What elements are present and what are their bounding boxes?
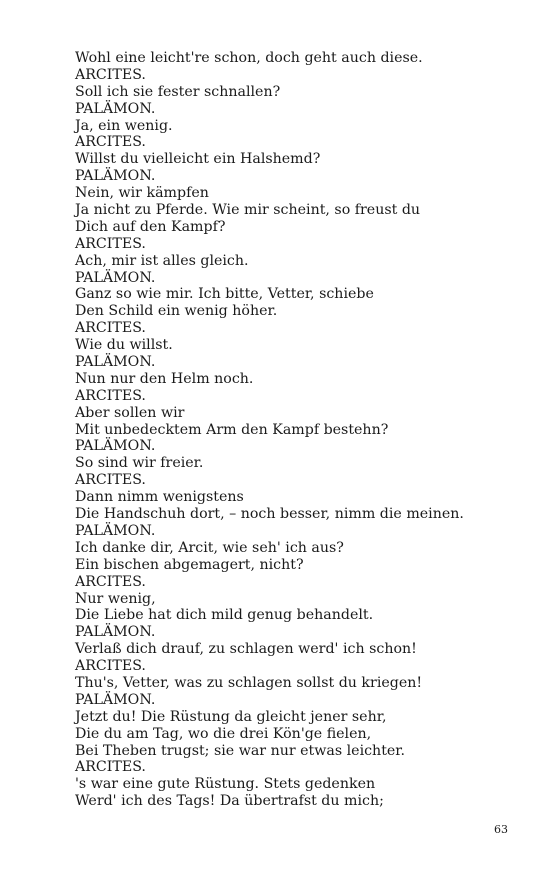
text-line: Jetzt du! Die Rüstung da gleicht jener sehr, [75, 708, 387, 725]
text-line: So sind wir freier. [75, 455, 204, 472]
text-line: PALÄMON. [75, 691, 156, 708]
text-line: PALÄMON. [75, 100, 156, 117]
text-line: ARCITES. [75, 472, 146, 489]
text-line: PALÄMON. [75, 624, 156, 641]
text-line: Nur wenig, [75, 590, 156, 607]
text-line: PALÄMON. [75, 168, 156, 185]
text-line: Den Schild ein wenig höher. [75, 303, 278, 320]
text-line: Die Handschuh dort, – noch besser, nimm die meinen. [75, 506, 464, 523]
text-line: PALÄMON. [75, 269, 156, 286]
text-line: 's war eine gute Rüstung. Stets gedenken [75, 776, 376, 793]
text-line: Ich danke dir, Arcit, wie seh' ich aus? [75, 539, 344, 556]
text-line: Thu's, Vetter, was zu schlagen sollst du kriegen! [75, 674, 423, 691]
text-line: Ach, mir ist alles gleich. [75, 252, 249, 269]
text-line: ARCITES. [75, 759, 146, 776]
text-line: Wie du willst. [75, 337, 173, 354]
text-line: Bei Theben trugst; sie war nur etwas leichter. [75, 742, 406, 759]
text-line: Die du am Tag, wo die drei Kön'ge fielen, [75, 725, 372, 742]
text-line: Mit unbedecktem Arm den Kampf bestehn? [75, 421, 389, 438]
text-line: Dann nimm wenigstens [75, 489, 244, 506]
text-line: Aber sollen wir [75, 404, 185, 421]
text-line: ARCITES. [75, 66, 146, 83]
text-line: ARCITES. [75, 235, 146, 252]
page-number: 63 [494, 823, 508, 836]
text-line: Willst du vielleicht ein Halshemd? [75, 151, 321, 168]
text-line: Ja, ein wenig. [75, 117, 173, 134]
text-line: ARCITES. [75, 320, 146, 337]
text-line: ARCITES. [75, 658, 146, 675]
text-line: Ja nicht zu Pferde. Wie mir scheint, so freust du [75, 202, 421, 219]
text-line: PALÄMON. [75, 522, 156, 539]
dialogue-text [75, 50, 515, 810]
text-line: Ganz so wie mir. Ich bitte, Vetter, schiebe [75, 286, 374, 303]
text-line: Ein bischen abgemagert, nicht? [75, 556, 304, 573]
text-line: ARCITES. [75, 573, 146, 590]
text-line: PALÄMON. [75, 354, 156, 371]
text-line: Soll ich sie fester schnallen? [75, 83, 281, 100]
text-line: Wohl eine leicht're schon, doch geht auch diese. [75, 50, 423, 66]
text-line: PALÄMON. [75, 438, 156, 455]
text-line: ARCITES. [75, 387, 146, 404]
text-line: ARCITES. [75, 134, 146, 151]
text-line: Nein, wir kämpfen [75, 185, 209, 202]
text-line: Werd' ich des Tags! Da übertrafst du mich; [75, 793, 384, 810]
text-line: Die Liebe hat dich mild genug behandelt. [75, 607, 374, 624]
text-line: Dich auf den Kampf? [75, 218, 226, 235]
text-line: Nun nur den Helm noch. [75, 370, 254, 387]
text-line: Verlaß dich drauf, zu schlagen werd' ich schon! [75, 641, 417, 658]
